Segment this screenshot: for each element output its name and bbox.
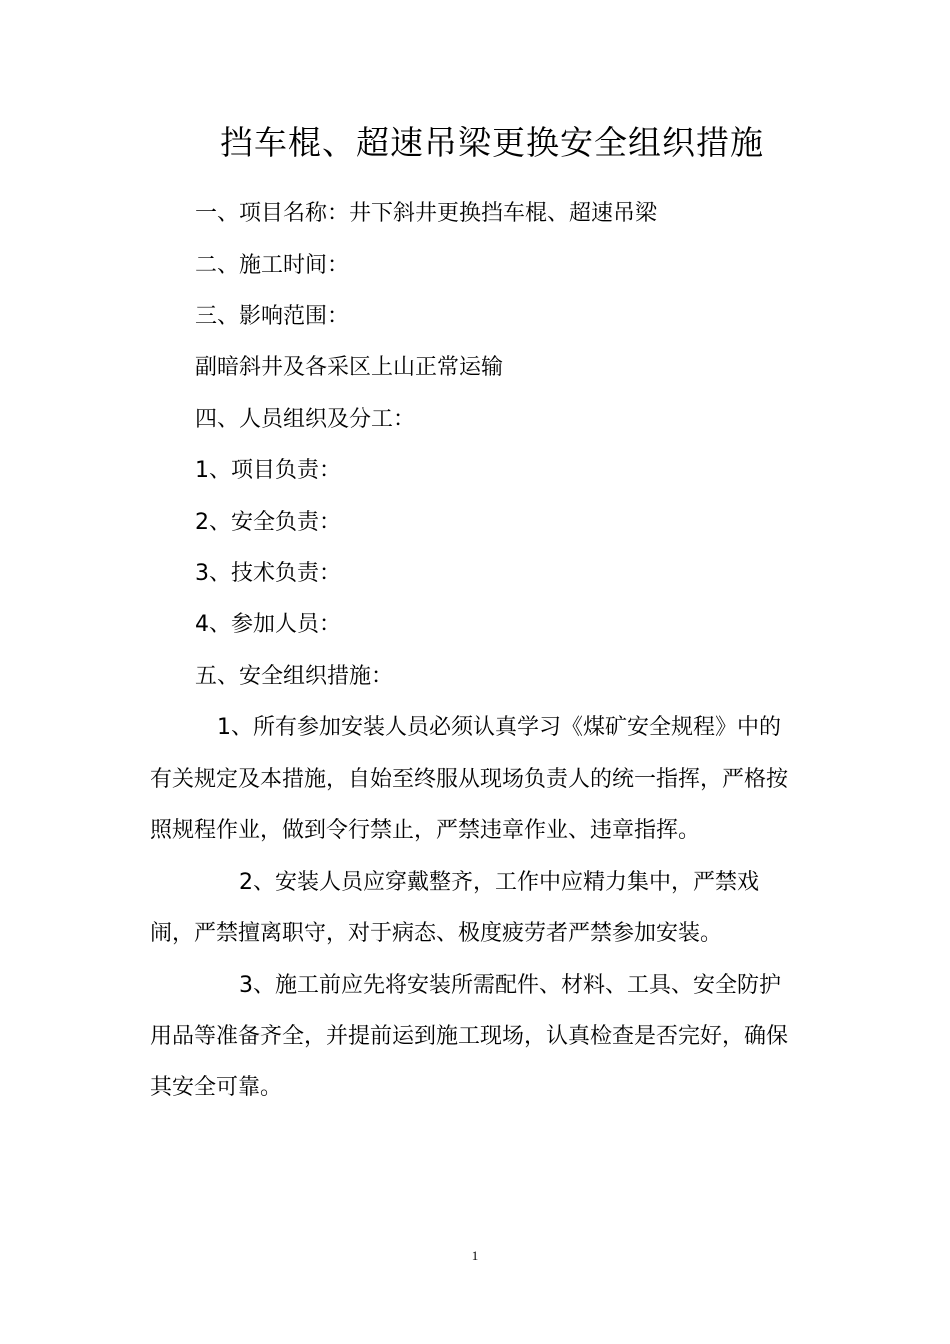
personnel-project-lead: 1、项目负责： (195, 458, 341, 483)
personnel-tech-lead: 3、技术负责： (195, 561, 341, 586)
impact-scope-value: 副暗斜井及各采区上山正常运输 (195, 355, 504, 380)
page-number: 1 (471, 1248, 479, 1263)
personnel-participants: 4、参加人员： (195, 612, 341, 637)
safety-measures-heading: 五、安全组织措施： (195, 664, 394, 689)
measure-2-line-1: 2、安装人员应穿戴整齐，工作中应精力集中，严禁戏 (239, 870, 759, 895)
construction-time-line: 二、施工时间： (195, 253, 350, 278)
measure-1-line-2: 有关规定及本措施，自始至终服从现场负责人的统一指挥，严格按 (150, 767, 789, 792)
personnel-heading: 四、人员组织及分工： (195, 407, 416, 432)
measure-3-line-2: 用品等准备齐全，并提前运到施工现场，认真检查是否完好，确保 (150, 1024, 789, 1049)
measure-3-line-1: 3、施工前应先将安装所需配件、材料、工具、安全防护 (239, 973, 781, 998)
measure-2-line-2: 闹，严禁擅离职守，对于病态、极度疲劳者严禁参加安装。 (150, 921, 723, 946)
measure-1-line-1: 1、所有参加安装人员必须认真学习《煤矿安全规程》中的 (217, 715, 781, 740)
project-name-line: 一、项目名称：井下斜井更换挡车棍、超速吊梁 (195, 201, 658, 226)
measure-3-line-3: 其安全可靠。 (150, 1075, 283, 1100)
document-title: 挡车棍、超速吊梁更换安全组织措施 (220, 123, 764, 162)
personnel-safety-lead: 2、安全负责： (195, 510, 341, 535)
measure-1-line-3: 照规程作业，做到令行禁止，严禁违章作业、违章指挥。 (150, 818, 701, 843)
impact-scope-heading: 三、影响范围： (195, 304, 350, 329)
